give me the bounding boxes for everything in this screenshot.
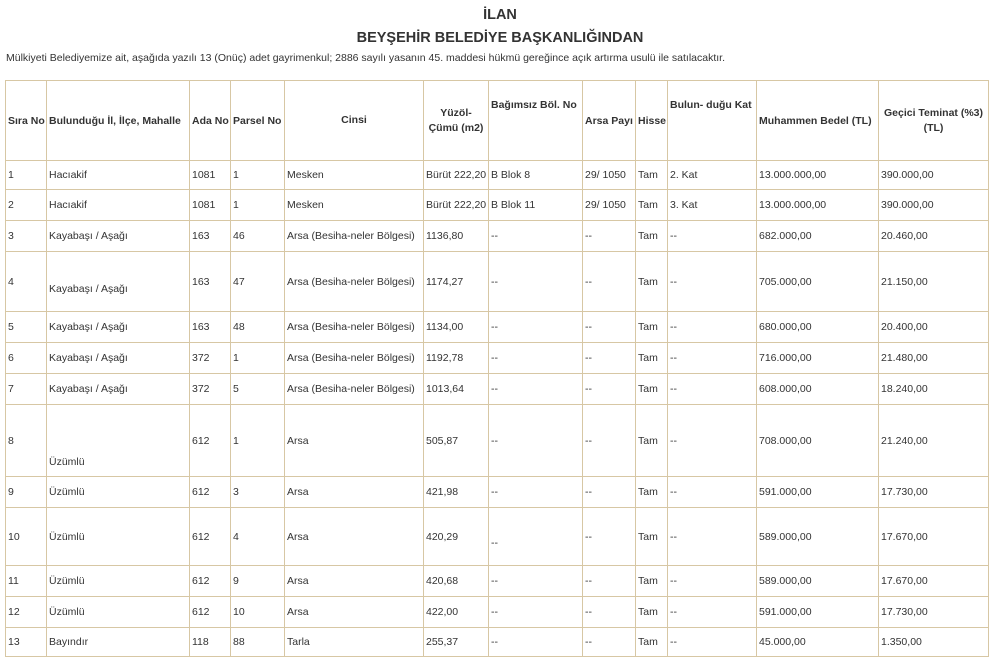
cell-teminat: 17.670,00 bbox=[879, 508, 989, 566]
cell-bagimsiz: -- bbox=[489, 597, 583, 628]
cell-sira: 3 bbox=[6, 221, 47, 252]
table-row bbox=[6, 343, 989, 374]
cell-teminat: 17.670,00 bbox=[879, 566, 989, 597]
cell-cinsi: Arsa bbox=[285, 597, 424, 628]
col-header-bedel: Muhammen Bedel (TL) bbox=[757, 81, 879, 161]
table-row bbox=[6, 508, 989, 566]
intro-text: Mülkiyeti Belediyemize ait, aşağıda yazılı 13 (Onüç) adet gayrimenkul; 2886 sayılı yasanın 45. maddesi hükmü gereğince açık artırma usulü ile satılacaktır. bbox=[6, 52, 726, 64]
table-row bbox=[6, 477, 989, 508]
cell-parsel: 3 bbox=[231, 477, 285, 508]
cell-cinsi: Arsa (Besiha-neler Bölgesi) bbox=[285, 343, 424, 374]
cell-bulundugu: Kayabaşı / Aşağı bbox=[47, 312, 190, 343]
cell-hisse: Tam bbox=[636, 566, 668, 597]
cell-teminat: 390.000,00 bbox=[879, 161, 989, 190]
col-header-sira: Sıra No bbox=[6, 81, 47, 161]
cell-parsel: 4 bbox=[231, 508, 285, 566]
cell-hisse: Tam bbox=[636, 597, 668, 628]
col-header-arsa-payi: Arsa Payı bbox=[583, 81, 636, 161]
cell-teminat: 20.400,00 bbox=[879, 312, 989, 343]
cell-bagimsiz: -- bbox=[489, 343, 583, 374]
cell-hisse: Tam bbox=[636, 508, 668, 566]
cell-parsel: 9 bbox=[231, 566, 285, 597]
cell-yuzolcumu: 505,87 bbox=[424, 405, 489, 477]
cell-ada: 163 bbox=[190, 312, 231, 343]
cell-cinsi: Arsa (Besiha-neler Bölgesi) bbox=[285, 252, 424, 312]
cell-bulundugu: Üzümlü bbox=[47, 405, 190, 477]
cell-bagimsiz: -- bbox=[489, 628, 583, 657]
cell-bagimsiz: -- bbox=[489, 221, 583, 252]
page-title: İLAN bbox=[483, 7, 517, 23]
cell-bedel: 591.000,00 bbox=[757, 597, 879, 628]
cell-sira: 1 bbox=[6, 161, 47, 190]
cell-bulundugu: Bayındır bbox=[47, 628, 190, 657]
cell-cinsi: Arsa (Besiha-neler Bölgesi) bbox=[285, 374, 424, 405]
cell-cinsi: Mesken bbox=[285, 190, 424, 221]
cell-parsel: 10 bbox=[231, 597, 285, 628]
cell-hisse: Tam bbox=[636, 161, 668, 190]
cell-hisse: Tam bbox=[636, 405, 668, 477]
table-row bbox=[6, 597, 989, 628]
cell-ada: 612 bbox=[190, 566, 231, 597]
cell-bulundugu: Üzümlü bbox=[47, 508, 190, 566]
cell-parsel: 1 bbox=[231, 405, 285, 477]
cell-ada: 1081 bbox=[190, 161, 231, 190]
cell-bagimsiz: -- bbox=[489, 252, 583, 312]
cell-teminat: 1.350,00 bbox=[879, 628, 989, 657]
cell-cinsi: Arsa bbox=[285, 477, 424, 508]
cell-hisse: Tam bbox=[636, 312, 668, 343]
cell-parsel: 47 bbox=[231, 252, 285, 312]
cell-bedel: 45.000,00 bbox=[757, 628, 879, 657]
cell-cinsi: Arsa bbox=[285, 405, 424, 477]
cell-arsa-payi: -- bbox=[583, 343, 636, 374]
cell-bagimsiz: -- bbox=[489, 566, 583, 597]
cell-parsel: 46 bbox=[231, 221, 285, 252]
col-header-hisse: Hisse bbox=[636, 81, 668, 161]
cell-yuzolcumu: 1134,00 bbox=[424, 312, 489, 343]
col-header-kat: Bulun- duğu Kat bbox=[668, 81, 757, 161]
cell-bulundugu: Hacıakif bbox=[47, 161, 190, 190]
cell-bedel: 13.000.000,00 bbox=[757, 190, 879, 221]
cell-bagimsiz: B Blok 8 bbox=[489, 161, 583, 190]
cell-yuzolcumu: 420,29 bbox=[424, 508, 489, 566]
col-header-parsel: Parsel No bbox=[231, 81, 285, 161]
cell-teminat: 17.730,00 bbox=[879, 477, 989, 508]
cell-hisse: Tam bbox=[636, 343, 668, 374]
cell-hisse: Tam bbox=[636, 628, 668, 657]
table-row bbox=[6, 566, 989, 597]
cell-bulundugu: Kayabaşı / Aşağı bbox=[47, 374, 190, 405]
cell-bulundugu: Kayabaşı / Aşağı bbox=[47, 343, 190, 374]
cell-teminat: 18.240,00 bbox=[879, 374, 989, 405]
cell-bulundugu: Hacıakif bbox=[47, 190, 190, 221]
cell-yuzolcumu: Bürüt 222,20 bbox=[424, 190, 489, 221]
cell-bulundugu: Kayabaşı / Aşağı bbox=[47, 221, 190, 252]
cell-ada: 118 bbox=[190, 628, 231, 657]
cell-arsa-payi: -- bbox=[583, 566, 636, 597]
col-header-bulundugu: Bulunduğu İl, İlçe, Mahalle bbox=[47, 81, 190, 161]
cell-yuzolcumu: 422,00 bbox=[424, 597, 489, 628]
cell-bedel: 708.000,00 bbox=[757, 405, 879, 477]
col-header-yuzolcumu: Yüzöl- Çümü (m2) bbox=[424, 81, 489, 161]
cell-cinsi: Mesken bbox=[285, 161, 424, 190]
cell-yuzolcumu: 1013,64 bbox=[424, 374, 489, 405]
cell-kat: 3. Kat bbox=[668, 190, 757, 221]
cell-kat: -- bbox=[668, 628, 757, 657]
cell-bedel: 608.000,00 bbox=[757, 374, 879, 405]
cell-hisse: Tam bbox=[636, 221, 668, 252]
page-subtitle: BEYŞEHİR BELEDİYE BAŞKANLIĞINDAN bbox=[356, 30, 644, 46]
cell-hisse: Tam bbox=[636, 252, 668, 312]
cell-bagimsiz: -- bbox=[489, 477, 583, 508]
col-header-bagimsiz: Bağımsız Böl. No bbox=[489, 81, 583, 161]
cell-cinsi: Arsa (Besiha-neler Bölgesi) bbox=[285, 312, 424, 343]
cell-teminat: 21.150,00 bbox=[879, 252, 989, 312]
cell-sira: 12 bbox=[6, 597, 47, 628]
cell-arsa-payi: -- bbox=[583, 221, 636, 252]
cell-sira: 8 bbox=[6, 405, 47, 477]
cell-bedel: 716.000,00 bbox=[757, 343, 879, 374]
cell-sira: 2 bbox=[6, 190, 47, 221]
cell-ada: 163 bbox=[190, 252, 231, 312]
cell-bedel: 13.000.000,00 bbox=[757, 161, 879, 190]
table-header-row bbox=[6, 81, 989, 161]
cell-ada: 612 bbox=[190, 597, 231, 628]
cell-bulundugu: Üzümlü bbox=[47, 477, 190, 508]
cell-yuzolcumu: 1192,78 bbox=[424, 343, 489, 374]
cell-bagimsiz: -- bbox=[489, 405, 583, 477]
cell-yuzolcumu: Bürüt 222,20 bbox=[424, 161, 489, 190]
cell-kat: -- bbox=[668, 252, 757, 312]
property-table bbox=[5, 80, 989, 657]
cell-ada: 163 bbox=[190, 221, 231, 252]
cell-kat: -- bbox=[668, 566, 757, 597]
cell-cinsi: Tarla bbox=[285, 628, 424, 657]
cell-kat: -- bbox=[668, 312, 757, 343]
cell-hisse: Tam bbox=[636, 374, 668, 405]
cell-kat: -- bbox=[668, 221, 757, 252]
table-row bbox=[6, 405, 989, 477]
cell-bedel: 589.000,00 bbox=[757, 508, 879, 566]
cell-arsa-payi: -- bbox=[583, 312, 636, 343]
cell-sira: 7 bbox=[6, 374, 47, 405]
cell-kat: -- bbox=[668, 405, 757, 477]
cell-bulundugu: Üzümlü bbox=[47, 566, 190, 597]
cell-bedel: 705.000,00 bbox=[757, 252, 879, 312]
cell-yuzolcumu: 1136,80 bbox=[424, 221, 489, 252]
cell-teminat: 21.240,00 bbox=[879, 405, 989, 477]
cell-arsa-payi: -- bbox=[583, 374, 636, 405]
cell-yuzolcumu: 420,68 bbox=[424, 566, 489, 597]
cell-bedel: 680.000,00 bbox=[757, 312, 879, 343]
cell-arsa-payi: -- bbox=[583, 597, 636, 628]
cell-hisse: Tam bbox=[636, 190, 668, 221]
cell-cinsi: Arsa (Besiha-neler Bölgesi) bbox=[285, 221, 424, 252]
cell-teminat: 390.000,00 bbox=[879, 190, 989, 221]
cell-teminat: 20.460,00 bbox=[879, 221, 989, 252]
cell-ada: 372 bbox=[190, 343, 231, 374]
col-header-teminat: Geçici Teminat (%3) (TL) bbox=[879, 81, 989, 161]
cell-yuzolcumu: 1174,27 bbox=[424, 252, 489, 312]
cell-parsel: 88 bbox=[231, 628, 285, 657]
cell-bulundugu: Kayabaşı / Aşağı bbox=[47, 252, 190, 312]
cell-kat: -- bbox=[668, 597, 757, 628]
cell-sira: 6 bbox=[6, 343, 47, 374]
cell-bedel: 591.000,00 bbox=[757, 477, 879, 508]
cell-arsa-payi: 29/ 1050 bbox=[583, 190, 636, 221]
table-row bbox=[6, 374, 989, 405]
cell-arsa-payi: -- bbox=[583, 508, 636, 566]
cell-kat: -- bbox=[668, 374, 757, 405]
cell-kat: -- bbox=[668, 343, 757, 374]
cell-kat: 2. Kat bbox=[668, 161, 757, 190]
table-row bbox=[6, 312, 989, 343]
cell-arsa-payi: -- bbox=[583, 628, 636, 657]
cell-bagimsiz: B Blok 11 bbox=[489, 190, 583, 221]
cell-bedel: 589.000,00 bbox=[757, 566, 879, 597]
cell-bagimsiz: -- bbox=[489, 508, 583, 566]
cell-ada: 612 bbox=[190, 405, 231, 477]
col-header-cinsi: Cinsi bbox=[285, 81, 424, 161]
cell-parsel: 1 bbox=[231, 343, 285, 374]
cell-sira: 11 bbox=[6, 566, 47, 597]
cell-ada: 612 bbox=[190, 477, 231, 508]
cell-arsa-payi: -- bbox=[583, 405, 636, 477]
cell-kat: -- bbox=[668, 477, 757, 508]
cell-bulundugu: Üzümlü bbox=[47, 597, 190, 628]
cell-teminat: 21.480,00 bbox=[879, 343, 989, 374]
cell-ada: 1081 bbox=[190, 190, 231, 221]
col-header-ada: Ada No bbox=[190, 81, 231, 161]
table-row bbox=[6, 161, 989, 190]
cell-parsel: 48 bbox=[231, 312, 285, 343]
cell-kat: -- bbox=[668, 508, 757, 566]
cell-yuzolcumu: 255,37 bbox=[424, 628, 489, 657]
cell-arsa-payi: 29/ 1050 bbox=[583, 161, 636, 190]
table-row bbox=[6, 190, 989, 221]
cell-sira: 5 bbox=[6, 312, 47, 343]
cell-sira: 9 bbox=[6, 477, 47, 508]
cell-cinsi: Arsa bbox=[285, 508, 424, 566]
table-row bbox=[6, 252, 989, 312]
cell-sira: 10 bbox=[6, 508, 47, 566]
cell-arsa-payi: -- bbox=[583, 252, 636, 312]
cell-bagimsiz: -- bbox=[489, 312, 583, 343]
cell-parsel: 5 bbox=[231, 374, 285, 405]
cell-ada: 612 bbox=[190, 508, 231, 566]
cell-bagimsiz: -- bbox=[489, 374, 583, 405]
table-row bbox=[6, 221, 989, 252]
cell-sira: 13 bbox=[6, 628, 47, 657]
cell-hisse: Tam bbox=[636, 477, 668, 508]
cell-yuzolcumu: 421,98 bbox=[424, 477, 489, 508]
cell-sira: 4 bbox=[6, 252, 47, 312]
cell-ada: 372 bbox=[190, 374, 231, 405]
cell-parsel: 1 bbox=[231, 161, 285, 190]
cell-bedel: 682.000,00 bbox=[757, 221, 879, 252]
table-row bbox=[6, 628, 989, 657]
cell-cinsi: Arsa bbox=[285, 566, 424, 597]
cell-teminat: 17.730,00 bbox=[879, 597, 989, 628]
cell-arsa-payi: -- bbox=[583, 477, 636, 508]
cell-parsel: 1 bbox=[231, 190, 285, 221]
